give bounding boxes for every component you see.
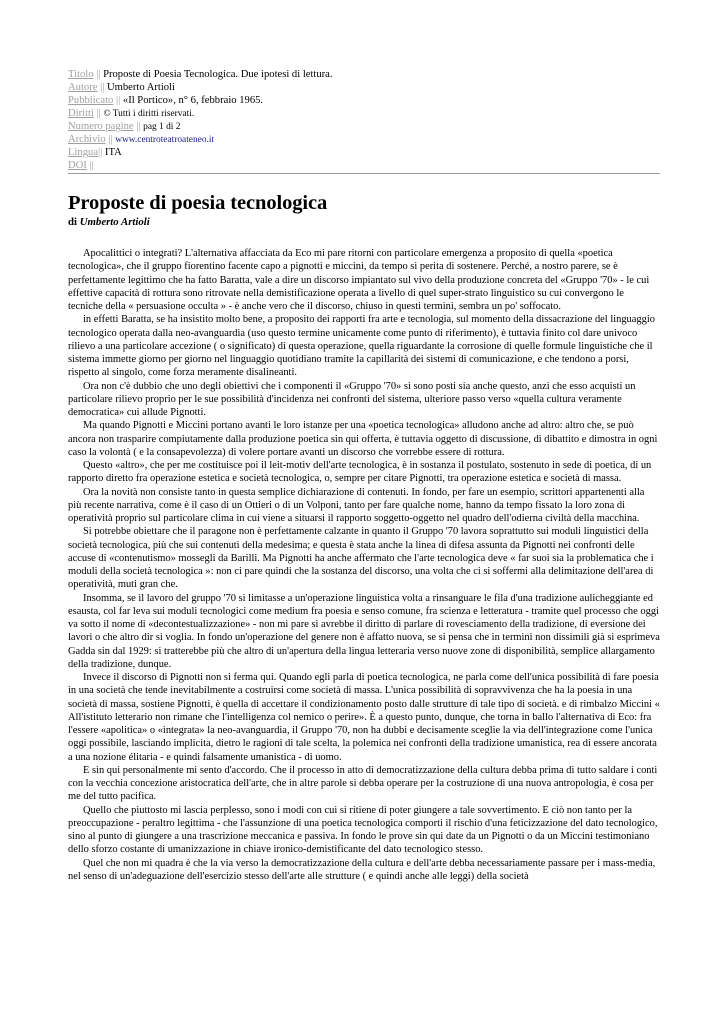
meta-separator: || <box>108 134 113 145</box>
paragraph: Quel che non mi quadra è che la via verso la democratizzazione della cultura e dell'arte debba necessariamente passare per i mass-media, nel senso di un'adeguazione dell'esercizio stesso dell'arte alle strutture ( e quindi anche alle leggi) della società <box>68 857 656 882</box>
paragraph: in effetti Baratta, se ha insistito molto bene, a proposito dei rapporti fra arte e tecnologia, sul momento della dissacrazione del linguaggio tecnologico operata dalla neo-avanguardia (uso questo termine unicamente come punto di riferimento), è tuttavia finito col dare univoco rilievo a una particolare accezione ( o significato) di questa operazione, quella riguardante la corrosione di quelle formule linguistiche che il sistema immette giorno per giorno nel linguaggio quotidiano tramite la capillarità dei sistemi di comunicazione, e che tendono a porsi, rispetto al singolo, come forza meramente disalineanti. <box>68 314 655 379</box>
meta-separator: || <box>136 121 141 132</box>
meta-label-pages[interactable]: Numero pagine <box>68 121 134 132</box>
header-divider <box>68 173 660 174</box>
paragraph: Apocalittici o integrati? L'alternativa affacciata da Eco mi pare ritorni con particolare emergenza a proposito di quella «poetica tecnologica», che il gruppo fiorentino facente capo a pignotti e miccini, da tempo si perita di sostenere. Perché, a nostro parere, se è perfettamente legittimo che ha fatto Baratta, vale a dire un discorso impiantato sul vivo della produzione concreta del «Gruppo '70» - le cui effettive capacità di rottura sono ritrovate nella demistificazione operata a livello di quel super-strato linguistico su cui convergono le tecniche della « persuasione occulta » - è anche vero che il discorso, chiuso in questi termini, sembra un po' soffocato. <box>68 248 650 312</box>
meta-row-rights <box>68 107 660 120</box>
meta-row-archive <box>68 133 660 146</box>
meta-row-published <box>68 94 660 107</box>
meta-label-rights[interactable]: Diritti <box>68 108 94 119</box>
paragraph: E sin qui personalmente mi sento d'accordo. Che il processo in atto di democratizzazione della cultura debba prima di tutto saldare i conti con la vecchia concezione aristocratica dell'arte, che in altre parole si debba operare per la costruzione di una nuova antropologia, è cosa per me del tutto pacifica. <box>68 764 658 803</box>
paragraph: Insomma, se il lavoro del gruppo '70 si limitasse a un'operazione linguistica volta a rinsanguare le fila d'una tradizione aulicheggiante ed esausta, col far leva sui moduli tecnologici come medium fra poesia e senso comune, fra scienza e letteratura - tramite quel processo che oggi va sotto il nome di «decontestualizzazione» - non mi pare si avrebbe il diritto di parlare di rovesciamento della tradizione, di eversione dei lavori o che altro dir si voglia. In fondo un'operazione del genere non è affatto nuova, se si pensa che in termini non dissimili già si esprimeva Gadda sin dal 1929: si tratterebbe più che altro di un'apertura della lingua letteraria verso nuove zone di disponibilità, semplice allargamento della tradizione, dunque. <box>68 592 660 670</box>
page-content <box>68 68 660 883</box>
meta-value-author: Umberto Artioli <box>106 82 175 93</box>
metadata-block <box>68 68 660 174</box>
meta-label-published[interactable]: Pubblicato <box>68 95 114 106</box>
paragraph: Quello che piuttosto mi lascia perplesso, sono i modi con cui si ritiene di poter giungere a tale sovvertimento. E ciò non tanto per la preoccupazione - peraltro legittima - che l'assunzione di una poetica tecnologica comporti il rischio d'una feticizzazione del dato tecnologico, sino al punto di giungere a una trascrizione meccanica e passiva. In fondo le prove sin qui date da un Pignotti o da un Miccini testimoniano dello sforzo costante di umanizzazione in chiave ironico-demistificante del dato tecnologico stesso. <box>68 804 658 856</box>
byline-prefix: di <box>68 216 78 228</box>
meta-separator: || <box>98 147 103 158</box>
meta-value-published: «Il Portico», n° 6, febbraio 1965. <box>122 95 264 106</box>
paragraph: Ora non c'è dubbio che uno degli obiettivi che i componenti il «Gruppo '70» si sono posti sia anche questo, anzi che esso acquisti un particolare rilievo proprio per le sue possibilità d'incidenza nei confronti del sistema, ulteriore passo verso «quella cultura veramente democratica» cui allude Pignotti. <box>68 380 636 418</box>
byline-author: Umberto Artioli <box>79 216 150 228</box>
paragraph: Si potrebbe obiettare che il paragone non è perfettamente calzante in quanto il Gruppo '70 lavora soprattutto sui moduli linguistici della società tecnologica, più che sui contenuti della medesima; e questa è stata anche la linea di difesa assunta da Pignotti nei confronti delle accuse di «contenutismo» mossegli da Barilli. Ma Pignotti ha anche affermato che l'arte tecnologica deve « far suoi sia la problematica che i moduli della società tecnologica »: non ci pare quindi che la sostanza del discorso, una volta che ci si soffermi alla delimitazione dell'area di operatività, muti gran che. <box>68 526 654 591</box>
meta-value-language: ITA <box>104 147 122 158</box>
meta-label-archive[interactable]: Archivio <box>68 134 106 145</box>
meta-row-language <box>68 146 660 159</box>
meta-row-pages <box>68 120 660 133</box>
meta-separator: || <box>115 95 121 106</box>
archive-link[interactable]: www.centroteatroateneo.it <box>115 135 215 145</box>
meta-value-rights: © Tutti i diritti riservati. <box>103 109 195 119</box>
article-title: Proposte di poesia tecnologica <box>68 192 328 214</box>
paragraph: Ora la novità non consiste tanto in questa semplice dichiarazione di contenuti. In fondo, per fare un esempio, scrittori appartenenti alla più recente narrativa, come è il caso di un Ottieri o di un Volponi, tanto per fare qualche nome, hanno da tempo fissato la loro zona di operatività proprio sul particolare clima in cui viene a situarsi il rapporto soggetto-oggetto nel quadro dell'odierna civiltà della macchina. <box>68 486 645 524</box>
meta-separator: || <box>96 69 101 80</box>
meta-label-author[interactable]: Autore <box>68 82 98 93</box>
article-body <box>68 247 660 883</box>
meta-label-language[interactable]: Lingua <box>68 147 99 158</box>
meta-value-title: Proposte di Poesia Tecnologica. Due ipotesi di lettura. <box>103 69 333 80</box>
byline <box>68 215 660 229</box>
paragraph: Invece il discorso di Pignotti non si ferma qui. Quando egli parla di poetica tecnologica, ne parla come dell'unica possibilità di fare poesia in una società che tende inevitabilmente a costruirsi come società di massa. L'unica possibilità di sopravvivenza che ha la poesia in una società di massa, sostiene Pignotti, è quella di accettare il condizionamento posto dalle strutture di tale tipo di società. e di rimbalzo Miccini « All'istituto letterario non rimane che l'intelligenza col nemico o perire». È a questo punto, dunque, che torna in ballo l'alternativa di Eco: fra l'essere «apolitica» o «integrata» la neo-avanguardia, il Gruppo '70, non ha dubbi e decisamente sceglie la via dell'integrazione come l'unica oggi possibile, lasciando implicita, dietro le ragioni di tale scelta, la polemica nei confronti della tradizione umanistica, rea di essere ancorata a una nozione élitaria - e quindi falsamente umanistica - di uomo. <box>68 672 660 763</box>
meta-row-doi <box>68 159 660 172</box>
meta-row-title <box>68 68 660 81</box>
paragraph: Ma quando Pignotti e Miccini portano avanti le loro istanze per una «poetica tecnologica» alludono anche ad altro: altro che, se può ancora non trasparire compiutamente dalla produzione poetica sin qui offerta, è tuttavia oggetto di discussione, di dibattito e dimostra in ogni caso la volontà ( e la consapevolezza) di volere portare avanti un discorso che vorrebbe essere di rottura. <box>68 420 658 458</box>
meta-separator: || <box>89 160 94 171</box>
meta-row-author <box>68 81 660 94</box>
meta-value-pages: pag 1 di 2 <box>143 122 181 132</box>
meta-label-title[interactable]: Titolo <box>68 69 94 80</box>
meta-separator: || <box>100 82 105 93</box>
paragraph: Questo «altro», che per me costituisce poi il leit-motiv dell'arte tecnologica, è in sostanza il postulato, sostenuto in sede di poetica, di un rapporto diretto fra operazione estetica e società tecnologica, o, sempre per citare Pignotti, tra operazione estetica e società di massa. <box>68 460 652 485</box>
meta-label-doi[interactable]: DOI <box>68 160 87 171</box>
meta-separator: || <box>96 108 101 119</box>
